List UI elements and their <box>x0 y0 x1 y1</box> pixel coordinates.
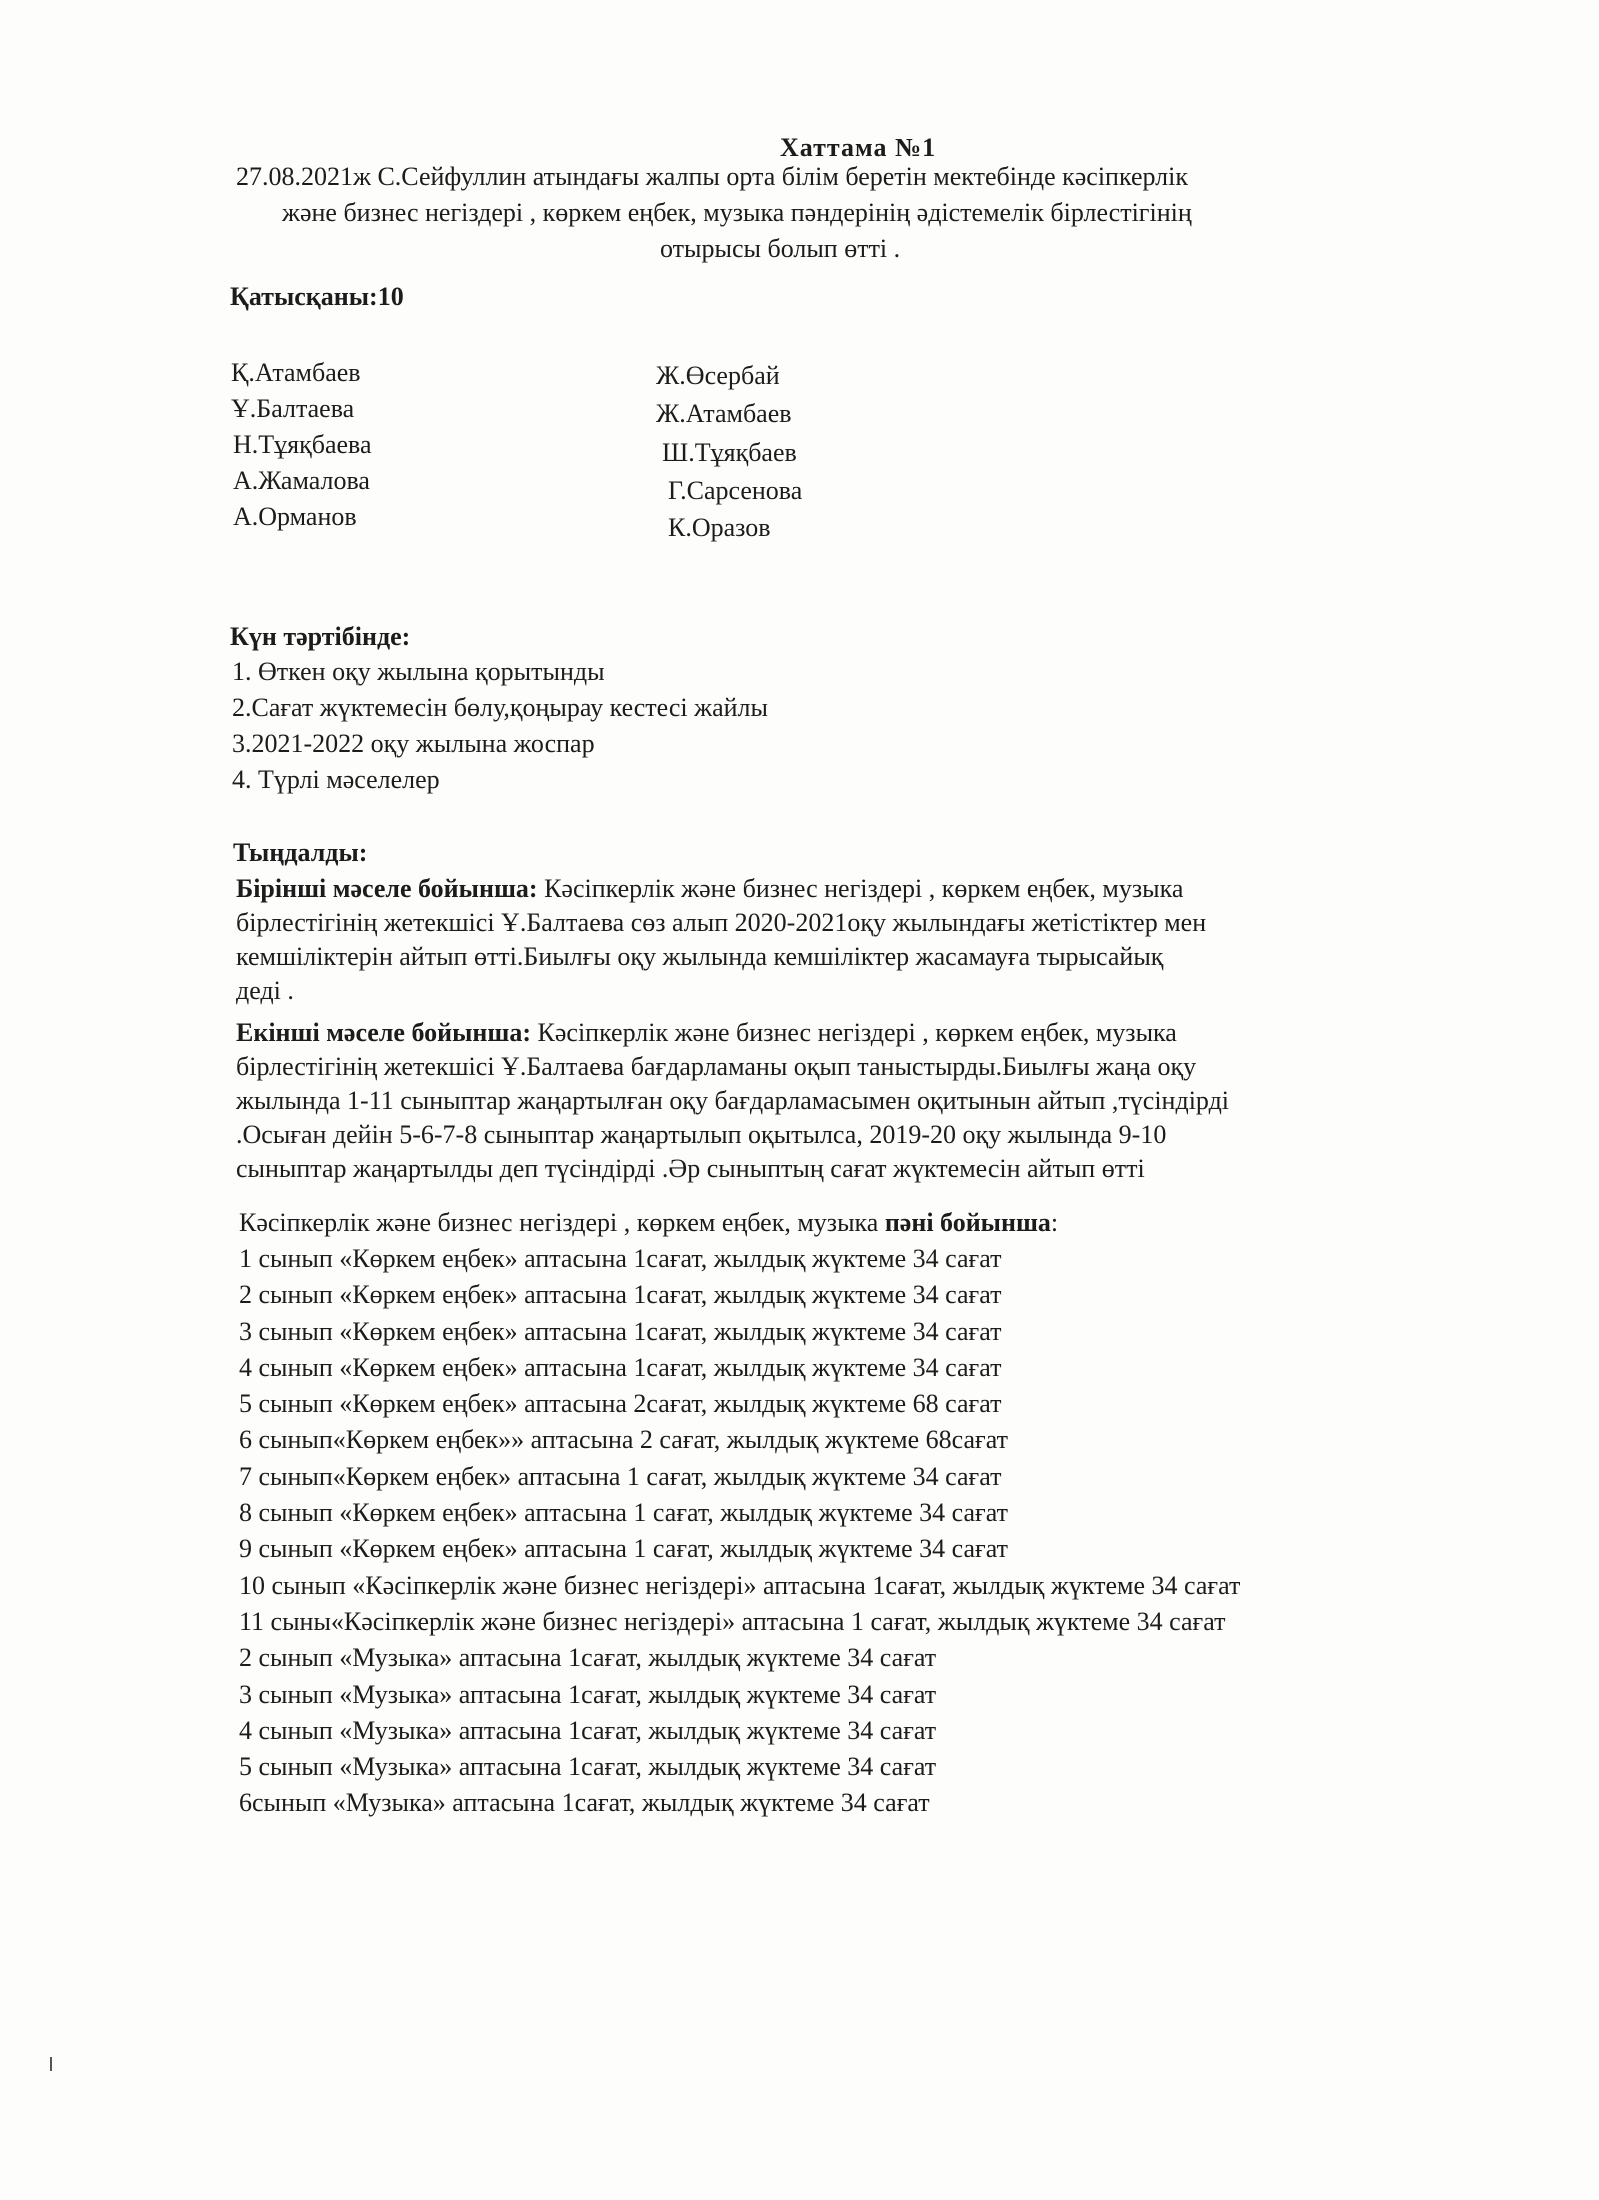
first-issue-text: деді . <box>236 976 294 1005</box>
first-issue-label: Бірінші мәселе бойынша: <box>236 874 538 903</box>
attendee-name: К.Оразов <box>668 513 771 542</box>
load-line: 3 сынып «Көркем еңбек» аптасына 1сағат, жылдық жүктеме 34 сағат <box>239 1316 1002 1346</box>
subjects-intro-end: : <box>1050 1208 1059 1237</box>
intro-line-2: және бизнес негіздері , көркем еңбек, музыка пәндерінің әдістемелік бірлестігінің <box>282 198 1192 227</box>
attendee-name: Ж.Өсербай <box>656 361 780 390</box>
load-line: 5 сынып «Музыка» аптасына 1сағат, жылдық жүктеме 34 сағат <box>239 1752 937 1782</box>
load-line: 11 сыны«Кәсіпкерлік және бизнес негіздері» аптасына 1 сағат, жылдық жүктеме 34 сағат <box>239 1606 1226 1636</box>
load-line: 5 сынып «Көркем еңбек» аптасына 2сағат, жылдық жүктеме 68 сағат <box>239 1389 1002 1419</box>
first-issue-text: бірлестігінің жетекшісі Ұ.Балтаева сөз алып 2020-2021оқу жылындағы жетістіктер мен <box>236 908 1207 937</box>
listened-heading: Тыңдалды: <box>233 838 368 867</box>
subjects-intro-bold: пәні бойынша <box>884 1208 1051 1237</box>
load-line: 10 сынып «Кәсіпкерлік және бизнес негіздері» аптасына 1сағат, жылдық жүктеме 34 сағат <box>239 1570 1241 1600</box>
attendee-name: Г.Сарсенова <box>668 476 803 505</box>
agenda-item: 1. Өткен оқу жылына қорытынды <box>232 657 605 686</box>
attendee-name: Ұ.Балтаева <box>231 394 355 423</box>
agenda-heading: Күн тәртібінде: <box>230 622 411 651</box>
load-line: 9 сынып «Көркем еңбек» аптасына 1 сағат, жылдық жүктеме 34 сағат <box>239 1534 1008 1564</box>
load-line: 3 сынып «Музыка» аптасына 1сағат, жылдық жүктеме 34 сағат <box>239 1679 937 1709</box>
first-issue-text: кемшіліктерін айтып өтті.Биылғы оқу жылында кемшіліктер жасамауға тырысайық <box>236 942 1164 971</box>
second-issue-paragraph <box>236 1016 1526 1186</box>
second-issue-label: Екінші мәселе бойынша: <box>236 1018 532 1047</box>
subjects-intro <box>239 1206 1058 1240</box>
attendee-name: Н.Тұяқбаева <box>233 430 372 459</box>
attendee-name: Ш.Тұяқбаев <box>662 438 797 467</box>
second-issue-text: .Осыған дейін 5-6-7-8 сыныптар жаңартылып оқытылса, 2019-20 оқу жылында 9-10 <box>236 1120 1167 1149</box>
intro-line-3: отырысы болып өтті . <box>660 234 901 263</box>
subjects-intro-text: Кәсіпкерлік және бизнес негіздері , көркем еңбек, музыка <box>239 1208 885 1237</box>
document-title: Хаттама №1 <box>780 133 937 162</box>
first-issue-paragraph <box>236 872 1526 1008</box>
second-issue-text: сыныптар жаңартылды деп түсіндірді .Әр сыныптың сағат жүктемесін айтып өтті <box>236 1154 1145 1183</box>
load-line: 6 сынып«Көркем еңбек»» аптасына 2 сағат, жылдық жүктеме 68сағат <box>239 1425 1008 1455</box>
load-line: 1 сынып «Көркем еңбек» аптасына 1сағат, жылдық жүктеме 34 сағат <box>239 1244 1002 1273</box>
attendee-name: Қ.Атамбаев <box>231 358 361 387</box>
teaching-load-list <box>239 1241 1240 1822</box>
first-issue-text: Кәсіпкерлік және бизнес негіздері , көркем еңбек, музыка <box>537 874 1184 903</box>
attendee-name: Ж.Атамбаев <box>656 399 792 428</box>
attendance-label: Қатысқаны:10 <box>230 282 404 311</box>
load-line: 8 сынып «Көркем еңбек» аптасына 1 сағат, жылдық жүктеме 34 сағат <box>239 1498 1008 1528</box>
scan-margin-mark <box>50 2057 52 2071</box>
load-line: 4 сынып «Музыка» аптасына 1сағат, жылдық жүктеме 34 сағат <box>239 1715 937 1745</box>
agenda-item: 4. Түрлі мәселелер <box>232 765 440 794</box>
second-issue-text: жылында 1-11 сыныптар жаңартылған оқу бағдарламасымен оқитынын айтып ,түсіндірді <box>236 1086 1230 1115</box>
attendee-name: А.Орманов <box>233 502 357 531</box>
load-line: 4 сынып «Көркем еңбек» аптасына 1сағат, жылдық жүктеме 34 сағат <box>239 1352 1002 1382</box>
agenda-item: 3.2021-2022 оқу жылына жоспар <box>232 729 595 758</box>
load-line: 6сынып «Музыка» аптасына 1сағат, жылдық жүктеме 34 сағат <box>239 1788 930 1818</box>
load-line: 2 сынып «Көркем еңбек» аптасына 1сағат, жылдық жүктеме 34 сағат <box>239 1280 1002 1310</box>
intro-line-1: 27.08.2021ж С.Сейфуллин атындағы жалпы орта білім беретін мектебінде кәсіпкерлік <box>236 162 1188 191</box>
load-line: 2 сынып «Музыка» аптасына 1сағат, жылдық жүктеме 34 сағат <box>239 1643 937 1673</box>
second-issue-text: Кәсіпкерлік және бизнес негіздері , көркем еңбек, музыка <box>531 1018 1177 1047</box>
agenda-item: 2.Сағат жүктемесін бөлу,қоңырау кестесі жайлы <box>232 693 768 722</box>
load-line: 7 сынып«Көркем еңбек» аптасына 1 сағат, жылдық жүктеме 34 сағат <box>239 1461 1002 1491</box>
attendee-name: А.Жамалова <box>233 466 370 495</box>
second-issue-text: бірлестігінің жетекшісі Ұ.Балтаева бағдарламаны оқып таныстырды.Биылғы жаңа оқу <box>236 1052 1197 1081</box>
